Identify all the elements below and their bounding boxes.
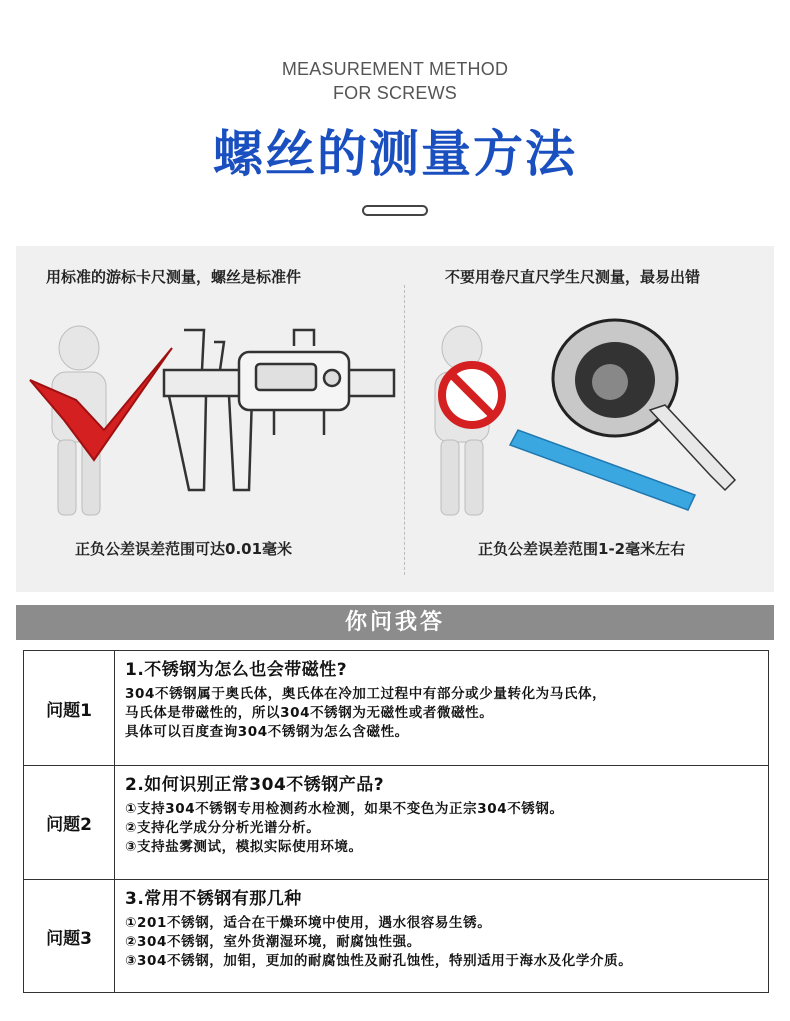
right-caption: 不要用卷尺直尺学生尺测量，最易出错	[445, 268, 701, 286]
qa-content	[115, 766, 769, 880]
left-tolerance: 正负公差误差范围可达0.01毫米	[75, 540, 293, 558]
qa-table	[23, 650, 769, 993]
qa-question: 3.常用不锈钢有那几种	[125, 889, 302, 909]
qa-answer-line: ②304不锈钢，室外货潮湿环境，耐腐蚀性强。	[125, 934, 421, 950]
qa-answer-line: 304不锈钢属于奥氏体，奥氏体在冷加工过程中有部分或少量转化为马氏体，	[125, 686, 607, 702]
prohibited-sign-icon	[442, 365, 502, 425]
ruler-icon	[510, 430, 695, 510]
chinese-title: 螺丝的测量方法	[213, 125, 577, 183]
qa-question: 1.不锈钢为怎么也会带磁性?	[125, 660, 348, 680]
qa-title-bar	[16, 605, 774, 640]
qa-title: 你问我答	[344, 610, 445, 635]
qa-answer-line: ①201不锈钢，适合在干燥环境中使用，遇水很容易生锈。	[125, 915, 492, 931]
qa-row	[24, 880, 769, 993]
english-title-line1: MEASUREMENT METHOD	[281, 59, 509, 79]
qa-row	[24, 766, 769, 880]
qa-answer-line: ③304不锈钢，加钼，更加的耐腐蚀性及耐孔蚀性，特别适用于海水及化学介质。	[125, 953, 633, 969]
decorative-pill	[362, 205, 428, 216]
qa-answer-line: 马氏体是带磁性的，所以304不锈钢为无磁性或者微磁性。	[125, 705, 494, 721]
qa-label: 问题1	[24, 651, 115, 766]
qa-content	[115, 651, 769, 766]
caliper-illustration	[24, 300, 404, 525]
qa-answer-line: ①支持304不锈钢专用检测药水检测，如果不变色为正宗304不锈钢。	[125, 801, 564, 817]
qa-question: 2.如何识别正常304不锈钢产品?	[125, 775, 385, 795]
qa-row	[24, 651, 769, 766]
tape-illustration	[410, 300, 770, 525]
panel-divider	[404, 285, 405, 575]
page-header	[0, 0, 790, 245]
qa-label: 问题2	[24, 766, 115, 880]
english-title-line2: FOR SCREWS	[332, 83, 457, 103]
qa-answer-line: ②支持化学成分分析光谱分析。	[125, 820, 321, 836]
left-caption: 用标准的游标卡尺测量，螺丝是标准件	[46, 268, 302, 286]
qa-answer-line: ③支持盐雾测试，模拟实际使用环境。	[125, 839, 363, 855]
qa-label: 问题3	[24, 880, 115, 993]
qa-content	[115, 880, 769, 993]
qa-answer-line: 具体可以百度查询304不锈钢为怎么含磁性。	[125, 724, 409, 740]
right-tolerance: 正负公差误差范围1-2毫米左右	[478, 540, 686, 558]
english-title	[0, 57, 790, 105]
vernier-caliper-icon	[164, 330, 394, 490]
